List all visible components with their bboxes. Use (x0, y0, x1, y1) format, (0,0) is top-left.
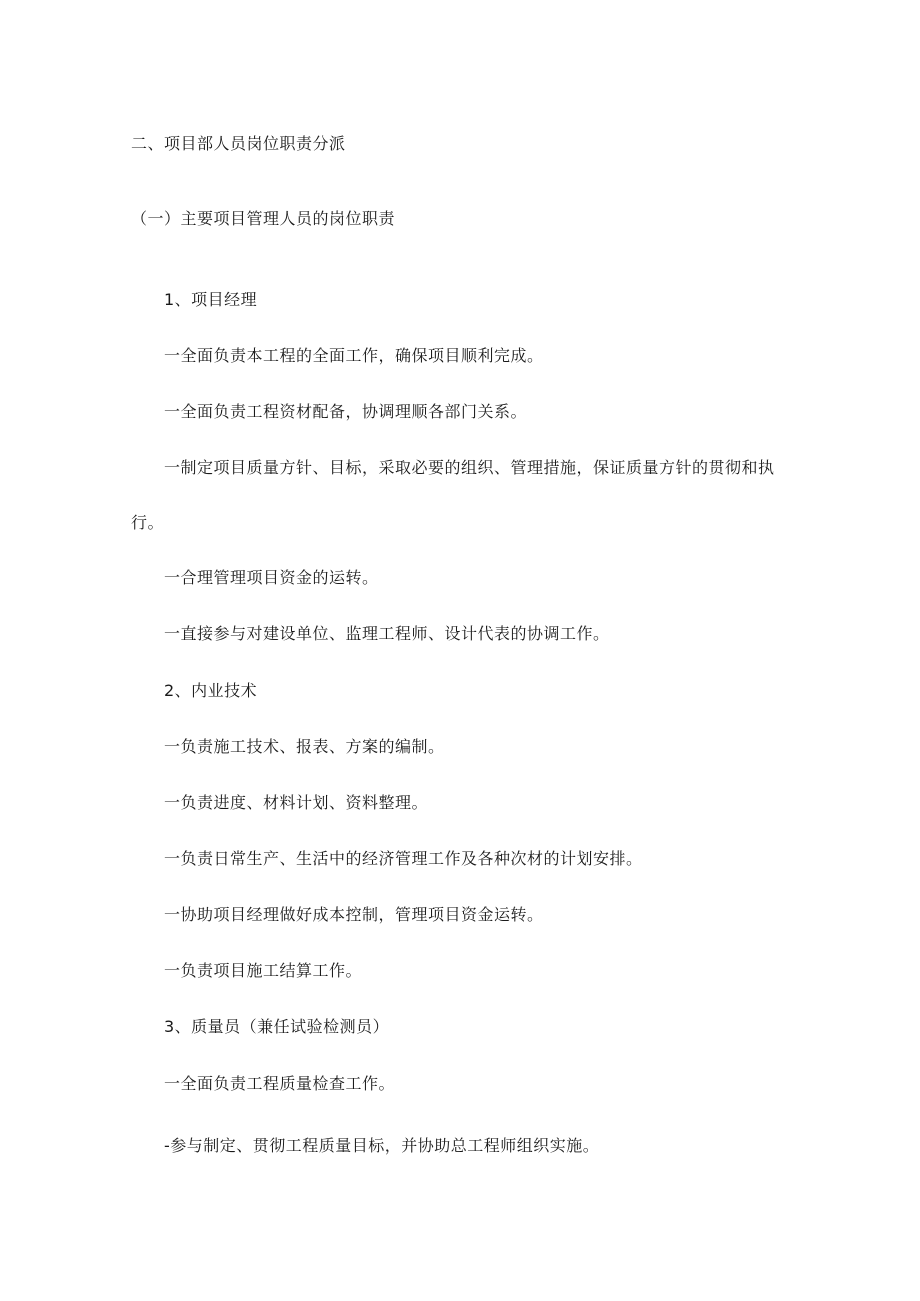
duty-line: 一负责项目施工结算工作。 (164, 961, 363, 980)
item-heading-internal-technical: 2、内业技术 (164, 681, 258, 700)
duty-line: 一合理管理项目资金的运转。 (164, 568, 379, 587)
duty-line: 一负责进度、材料计划、资料整理。 (164, 793, 429, 812)
duty-line-continuation: 行。 (131, 513, 165, 532)
item-heading-quality-inspector: 3、质量员（兼任试验检测员） (164, 1017, 390, 1036)
duty-line: 一直接参与对建设单位、监理工程师、设计代表的协调工作。 (164, 624, 610, 643)
duty-line: 一全面负责工程资材配备，协调理顺各部门关系。 (164, 402, 528, 421)
subsection-title: （一）主要项目管理人员的岗位职责 (131, 209, 396, 228)
duty-line: 一协助项目经理做好成本控制，管理项目资金运转。 (164, 905, 544, 924)
duty-line: 一全面负责工程质量检查工作。 (164, 1074, 396, 1093)
duty-line: -参与制定、贯彻工程质量目标，并协助总工程师组织实施。 (164, 1136, 600, 1155)
section-title: 二、项目部人员岗位职责分派 (131, 134, 346, 153)
item-heading-project-manager: 1、项目经理 (164, 290, 258, 309)
duty-line: 一制定项目质量方针、目标，采取必要的组织、管理措施，保证质量方针的贯彻和执 (164, 458, 775, 477)
duty-line: 一负责日常生产、生活中的经济管理工作及各种次材的计划安排。 (164, 849, 643, 868)
duty-line: 一全面负责本工程的全面工作，确保项目顺利完成。 (164, 346, 544, 365)
duty-line: 一负责施工技术、报表、方案的编制。 (164, 737, 445, 756)
